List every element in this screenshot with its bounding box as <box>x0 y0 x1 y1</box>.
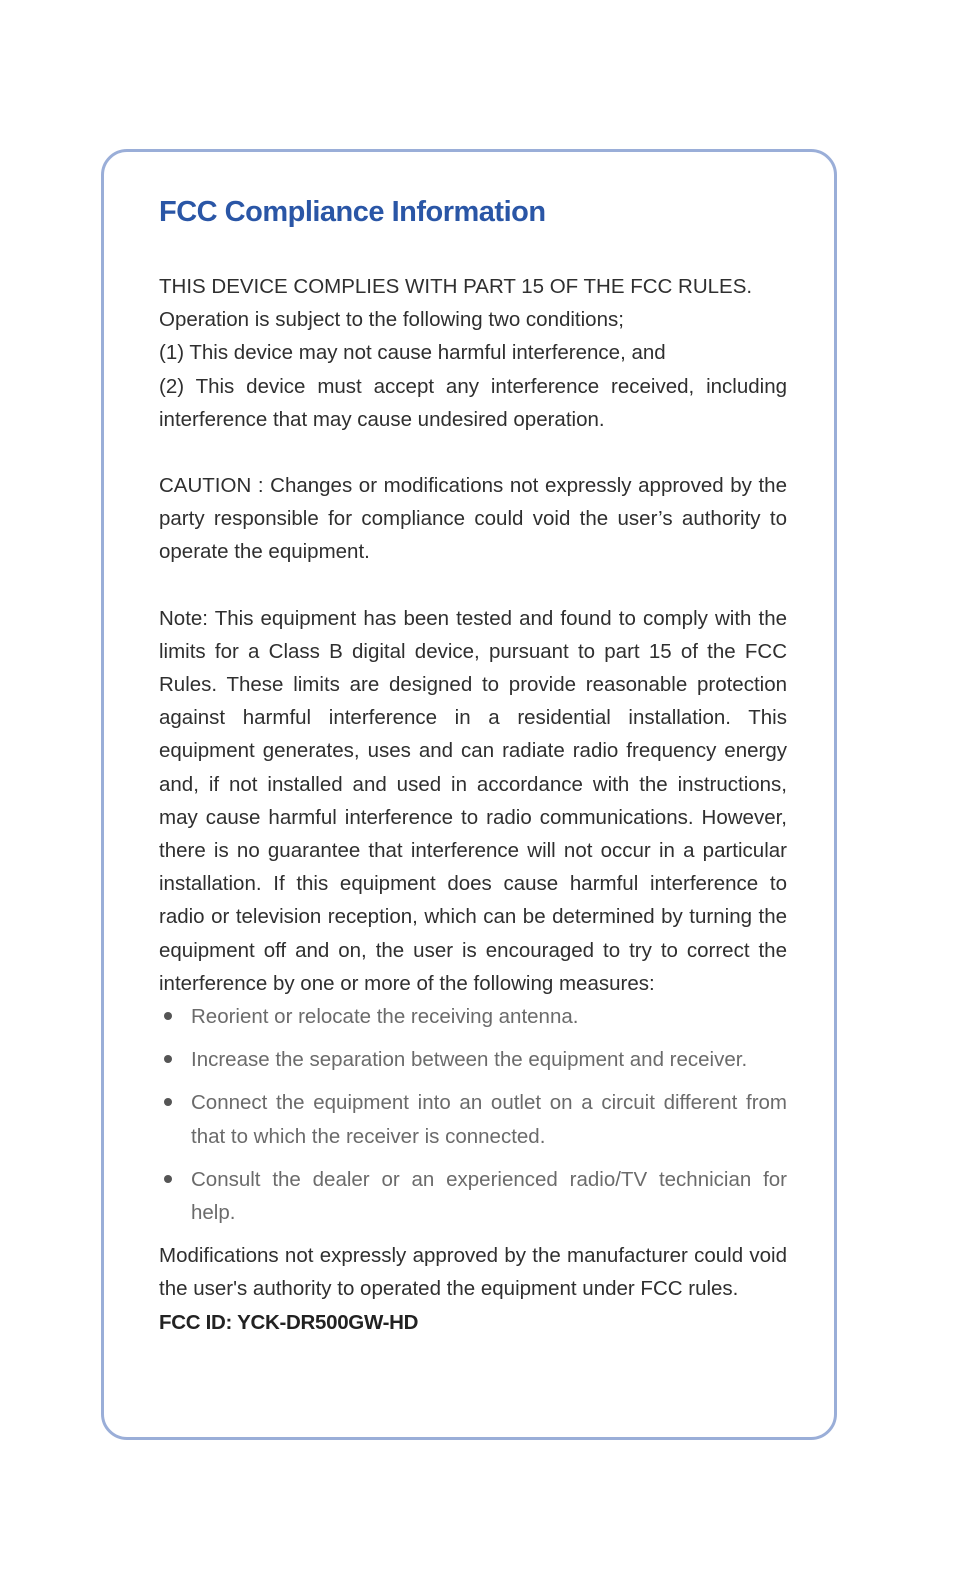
compliance-card <box>101 149 837 1440</box>
intro-line-3: (1) This device may not cause harmful interference, and <box>159 341 666 365</box>
bullet-icon <box>164 1175 172 1183</box>
measure-text: Consult the dealer or an experienced radio/TV technician for help. <box>191 1167 787 1225</box>
bullet-icon <box>164 1098 172 1106</box>
intro-line-2: Operation is subject to the following two conditions; <box>159 308 624 332</box>
caution-paragraph: CAUTION : Changes or modifications not expressly approved by the party responsible for compliance could void the user’s authority to operate the equipment. <box>159 474 787 564</box>
measure-text: Increase the separation between the equipment and receiver. <box>191 1048 748 1072</box>
measure-text: Reorient or relocate the receiving antenna. <box>191 1005 579 1029</box>
list-item <box>159 1043 787 1076</box>
intro-line-1: THIS DEVICE COMPLIES WITH PART 15 OF THE FCC RULES. <box>159 275 753 298</box>
intro-paragraph <box>159 270 787 436</box>
modifications-paragraph: Modifications not expressly approved by the manufacturer could void the user's authority to operated the equipment under FCC rules. <box>159 1244 787 1301</box>
card-content <box>159 194 787 1339</box>
page-title: FCC Compliance Information <box>159 196 546 228</box>
bullet-icon <box>164 1055 172 1063</box>
spacer <box>159 436 787 469</box>
measures-list <box>159 1000 787 1229</box>
list-item <box>159 1086 787 1152</box>
intro-line-4: (2) This device must accept any interference received, including interference that may cause undesired operation. <box>159 374 787 431</box>
measure-text: Connect the equipment into an outlet on a circuit different from that to which the receiver is connected. <box>191 1091 787 1148</box>
list-item <box>159 1000 787 1033</box>
list-item <box>159 1163 787 1229</box>
note-paragraph: Note: This equipment has been tested and found to comply with the limits for a Class B digital device, pursuant to part 15 of the FCC Rules. These limits are designed to provide reasonable protection against harmful interference in a residential installation. This equipment generates, uses and can radiate radio frequency energy and, if not installed and used in accordance with the instructions, may cause harmful interference to radio communications. However, there is no guarantee that interference will not occur in a particular installation. If this equipment does cause harmful interference to radio or television reception, which can be determined by turning the equipment off and on, the user is encouraged to try to correct the interference by one or more of the following measures: <box>159 606 787 995</box>
spacer <box>159 569 787 602</box>
bullet-icon <box>164 1012 172 1020</box>
fcc-id-label: FCC ID: YCK-DR500GW-HD <box>159 1310 419 1334</box>
